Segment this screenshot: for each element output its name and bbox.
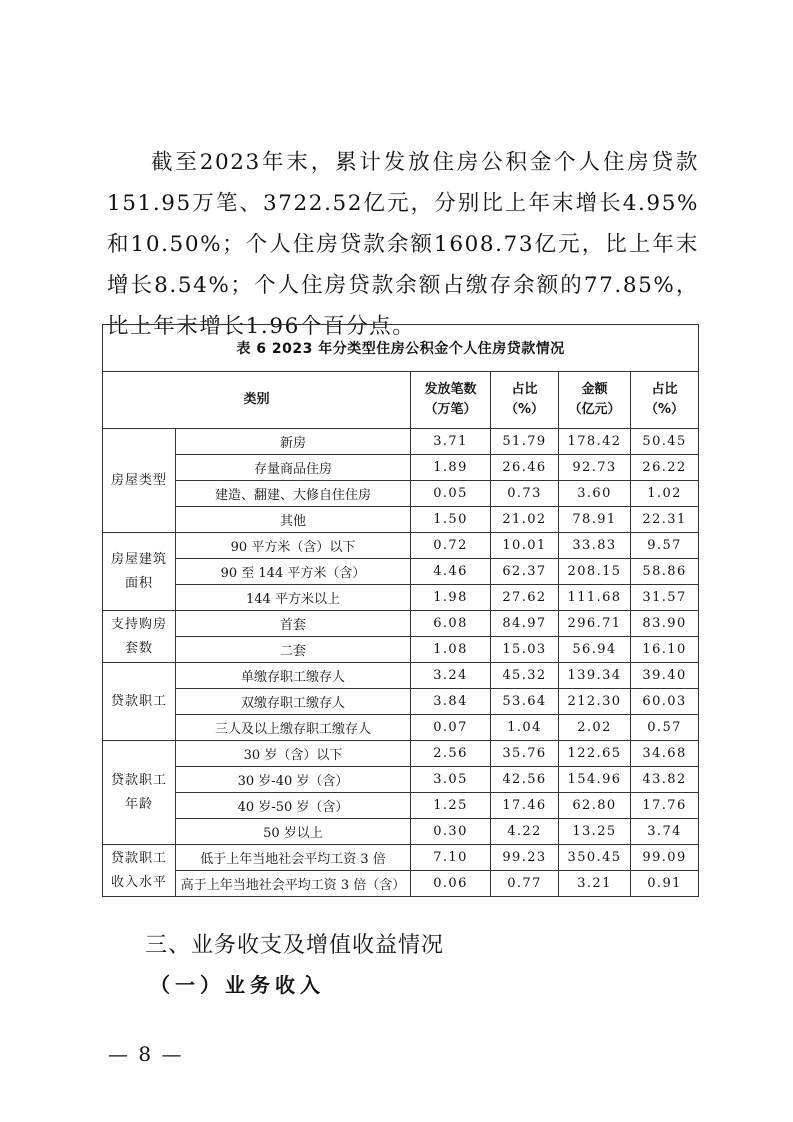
amount-cell: 3.60 [559,481,631,507]
count-share-cell: 27.62 [491,585,559,611]
count-share-cell: 4.22 [491,819,559,845]
table-row [103,845,699,871]
amount-share-cell: 26.22 [631,455,699,481]
table-row [103,481,699,507]
table-title: 表 6 2023 年分类型住房公积金个人住房贷款情况 [103,325,699,372]
row-group-label: 贷款职工 [103,663,176,741]
count-cell: 0.05 [411,481,491,507]
count-share-cell: 35.76 [491,741,559,767]
table-row [103,611,699,637]
amount-cell: 208.15 [559,559,631,585]
amount-share-cell: 34.68 [631,741,699,767]
amount-share-cell: 99.09 [631,845,699,871]
count-share-cell: 1.04 [491,715,559,741]
table-row [103,455,699,481]
count-cell: 2.56 [411,741,491,767]
row-label: 三人及以上缴存职工缴存人 [176,715,411,741]
amount-share-cell: 9.57 [631,533,699,559]
amount-cell: 78.91 [559,507,631,533]
table-row [103,559,699,585]
table-row [103,507,699,533]
count-share-cell: 62.37 [491,559,559,585]
row-label: 二套 [176,637,411,663]
row-label: 单缴存职工缴存人 [176,663,411,689]
page-number: — 8 — [108,1042,184,1066]
header-amount: 金额 （亿元） [559,372,631,429]
row-label: 建造、翻建、大修自住住房 [176,481,411,507]
count-share-cell: 21.02 [491,507,559,533]
row-label: 40 岁-50 岁（含） [176,793,411,819]
row-label: 高于上年当地社会平均工资 3 倍（含） [176,871,411,897]
row-label: 50 岁以上 [176,819,411,845]
count-cell: 3.24 [411,663,491,689]
table-row [103,689,699,715]
amount-cell: 111.68 [559,585,631,611]
table-row [103,533,699,559]
count-share-cell: 15.03 [491,637,559,663]
loan-statistics-table [102,324,699,897]
section-heading: 三、业务收支及增值收益情况 [145,933,445,958]
row-label: 30 岁-40 岁（含） [176,767,411,793]
amount-cell: 92.73 [559,455,631,481]
count-share-cell: 45.32 [491,663,559,689]
row-group-label: 房屋类型 [103,429,176,533]
table-row [103,429,699,455]
count-cell: 0.06 [411,871,491,897]
amount-cell: 212.30 [559,689,631,715]
count-cell: 0.72 [411,533,491,559]
count-cell: 7.10 [411,845,491,871]
count-cell: 1.98 [411,585,491,611]
table-row [103,715,699,741]
amount-cell: 33.83 [559,533,631,559]
table-row [103,637,699,663]
header-count: 发放笔数 （万笔） [411,372,491,429]
row-label: 新房 [176,429,411,455]
count-cell: 3.84 [411,689,491,715]
amount-share-cell: 3.74 [631,819,699,845]
row-label: 低于上年当地社会平均工资 3 倍 [176,845,411,871]
count-cell: 1.08 [411,637,491,663]
amount-share-cell: 58.86 [631,559,699,585]
row-label: 存量商品住房 [176,455,411,481]
row-group-label: 房屋建筑 面积 [103,533,176,611]
amount-cell: 350.45 [559,845,631,871]
header-count-share: 占比 （%） [491,372,559,429]
amount-share-cell: 0.57 [631,715,699,741]
intro-paragraph: 截至2023年末，累计发放住房公积金个人住房贷款151.95万笔、3722.52亿元，分别比上年末增长4.95%和10.50%；个人住房贷款余额1608.73亿元，比上年末增长8.54%；个人住房贷款余额占缴存余额的77.85%，比上年末增长1.96个百分点。 [107,150,699,339]
table-row [103,767,699,793]
amount-cell: 122.65 [559,741,631,767]
count-cell: 1.89 [411,455,491,481]
count-cell: 1.50 [411,507,491,533]
table-row [103,741,699,767]
amount-share-cell: 39.40 [631,663,699,689]
count-share-cell: 84.97 [491,611,559,637]
amount-cell: 2.02 [559,715,631,741]
count-share-cell: 0.77 [491,871,559,897]
amount-cell: 56.94 [559,637,631,663]
table-row [103,585,699,611]
count-cell: 1.25 [411,793,491,819]
count-share-cell: 42.56 [491,767,559,793]
count-share-cell: 0.73 [491,481,559,507]
row-label: 144 平方米以上 [176,585,411,611]
subsection-heading: （一）业务收入 [150,973,325,997]
amount-share-cell: 22.31 [631,507,699,533]
table-row [103,819,699,845]
row-label: 90 至 144 平方米（含） [176,559,411,585]
amount-share-cell: 0.91 [631,871,699,897]
amount-share-cell: 43.82 [631,767,699,793]
amount-share-cell: 17.76 [631,793,699,819]
table-row [103,793,699,819]
row-label: 首套 [176,611,411,637]
row-group-label: 贷款职工 年龄 [103,741,176,845]
count-cell: 6.08 [411,611,491,637]
header-category: 类别 [103,372,411,429]
count-share-cell: 99.23 [491,845,559,871]
amount-cell: 13.25 [559,819,631,845]
count-cell: 3.05 [411,767,491,793]
row-label: 其他 [176,507,411,533]
row-label: 30 岁（含）以下 [176,741,411,767]
count-share-cell: 51.79 [491,429,559,455]
amount-cell: 154.96 [559,767,631,793]
count-share-cell: 26.46 [491,455,559,481]
table-row [103,663,699,689]
amount-cell: 3.21 [559,871,631,897]
amount-share-cell: 83.90 [631,611,699,637]
amount-cell: 178.42 [559,429,631,455]
amount-cell: 139.34 [559,663,631,689]
count-cell: 3.71 [411,429,491,455]
count-cell: 0.30 [411,819,491,845]
amount-share-cell: 1.02 [631,481,699,507]
count-cell: 0.07 [411,715,491,741]
amount-share-cell: 31.57 [631,585,699,611]
amount-share-cell: 60.03 [631,689,699,715]
count-share-cell: 17.46 [491,793,559,819]
table-row [103,871,699,897]
amount-cell: 296.71 [559,611,631,637]
count-share-cell: 10.01 [491,533,559,559]
count-cell: 4.46 [411,559,491,585]
header-amount-share: 占比 （%） [631,372,699,429]
count-share-cell: 53.64 [491,689,559,715]
row-label: 90 平方米（含）以下 [176,533,411,559]
table-body [103,429,699,897]
row-label: 双缴存职工缴存人 [176,689,411,715]
row-group-label: 贷款职工 收入水平 [103,845,176,897]
amount-share-cell: 16.10 [631,637,699,663]
amount-share-cell: 50.45 [631,429,699,455]
row-group-label: 支持购房 套数 [103,611,176,663]
amount-cell: 62.80 [559,793,631,819]
